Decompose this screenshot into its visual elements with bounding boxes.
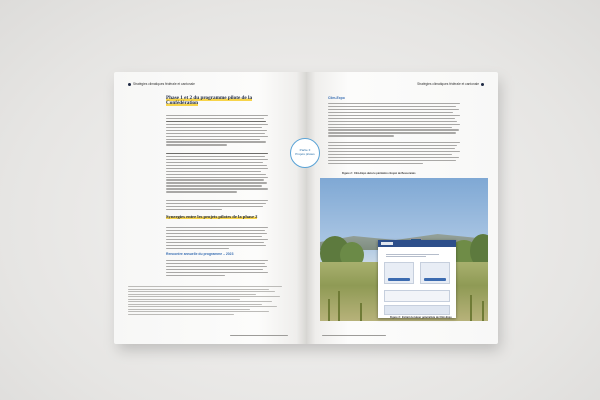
figure-caption-main: Figure 2 : Clim-Expo dans le périmètre citoyen de Bessonnais <box>342 172 416 175</box>
section-title-phases-text: Phase 1 et 2 du programme pilote de la Confédération <box>166 95 253 107</box>
section-label-clim-expo: Clim-Expo <box>328 96 345 100</box>
running-head-text: Stratégies climatiques fédérale et cantonale <box>133 82 195 86</box>
open-book-spread <box>114 72 498 344</box>
footnotes <box>128 286 288 316</box>
clim-expo-screenshot <box>378 240 456 318</box>
left-page <box>114 72 306 344</box>
body-text-block-5 <box>166 260 268 278</box>
bullet-icon <box>128 83 131 86</box>
figure-caption-inset: Figure 3 : Extrait du tuteur généraliste de Clim-Expo <box>390 316 452 319</box>
body-text-block-right-1 <box>328 103 460 138</box>
running-head-left <box>128 82 195 86</box>
part-badge-part: Partie II <box>299 148 311 153</box>
subheading-rencontre: Rencontre annuelle du programme – 2023 <box>166 252 234 256</box>
body-text-block-right-2 <box>328 142 460 166</box>
page-folio-left <box>230 335 288 338</box>
page-folio-right <box>322 335 386 338</box>
part-badge-label: Projets pilotes <box>295 152 315 156</box>
bullet-icon <box>481 83 484 86</box>
section-title-phases <box>166 96 270 107</box>
section-title-synergies <box>166 215 276 220</box>
body-text-block-4 <box>166 227 268 251</box>
body-text-block-3 <box>166 200 268 212</box>
running-head-text: Stratégies climatiques fédérale et cantonale <box>417 82 479 86</box>
running-head-right <box>417 82 484 86</box>
body-text-block-2 <box>166 153 268 194</box>
right-page <box>306 72 498 344</box>
section-title-synergies-text: Synergies entre les projets pilotes de la phase 2 <box>166 214 258 219</box>
body-text-block-1 <box>166 115 268 147</box>
part-badge <box>290 138 320 168</box>
